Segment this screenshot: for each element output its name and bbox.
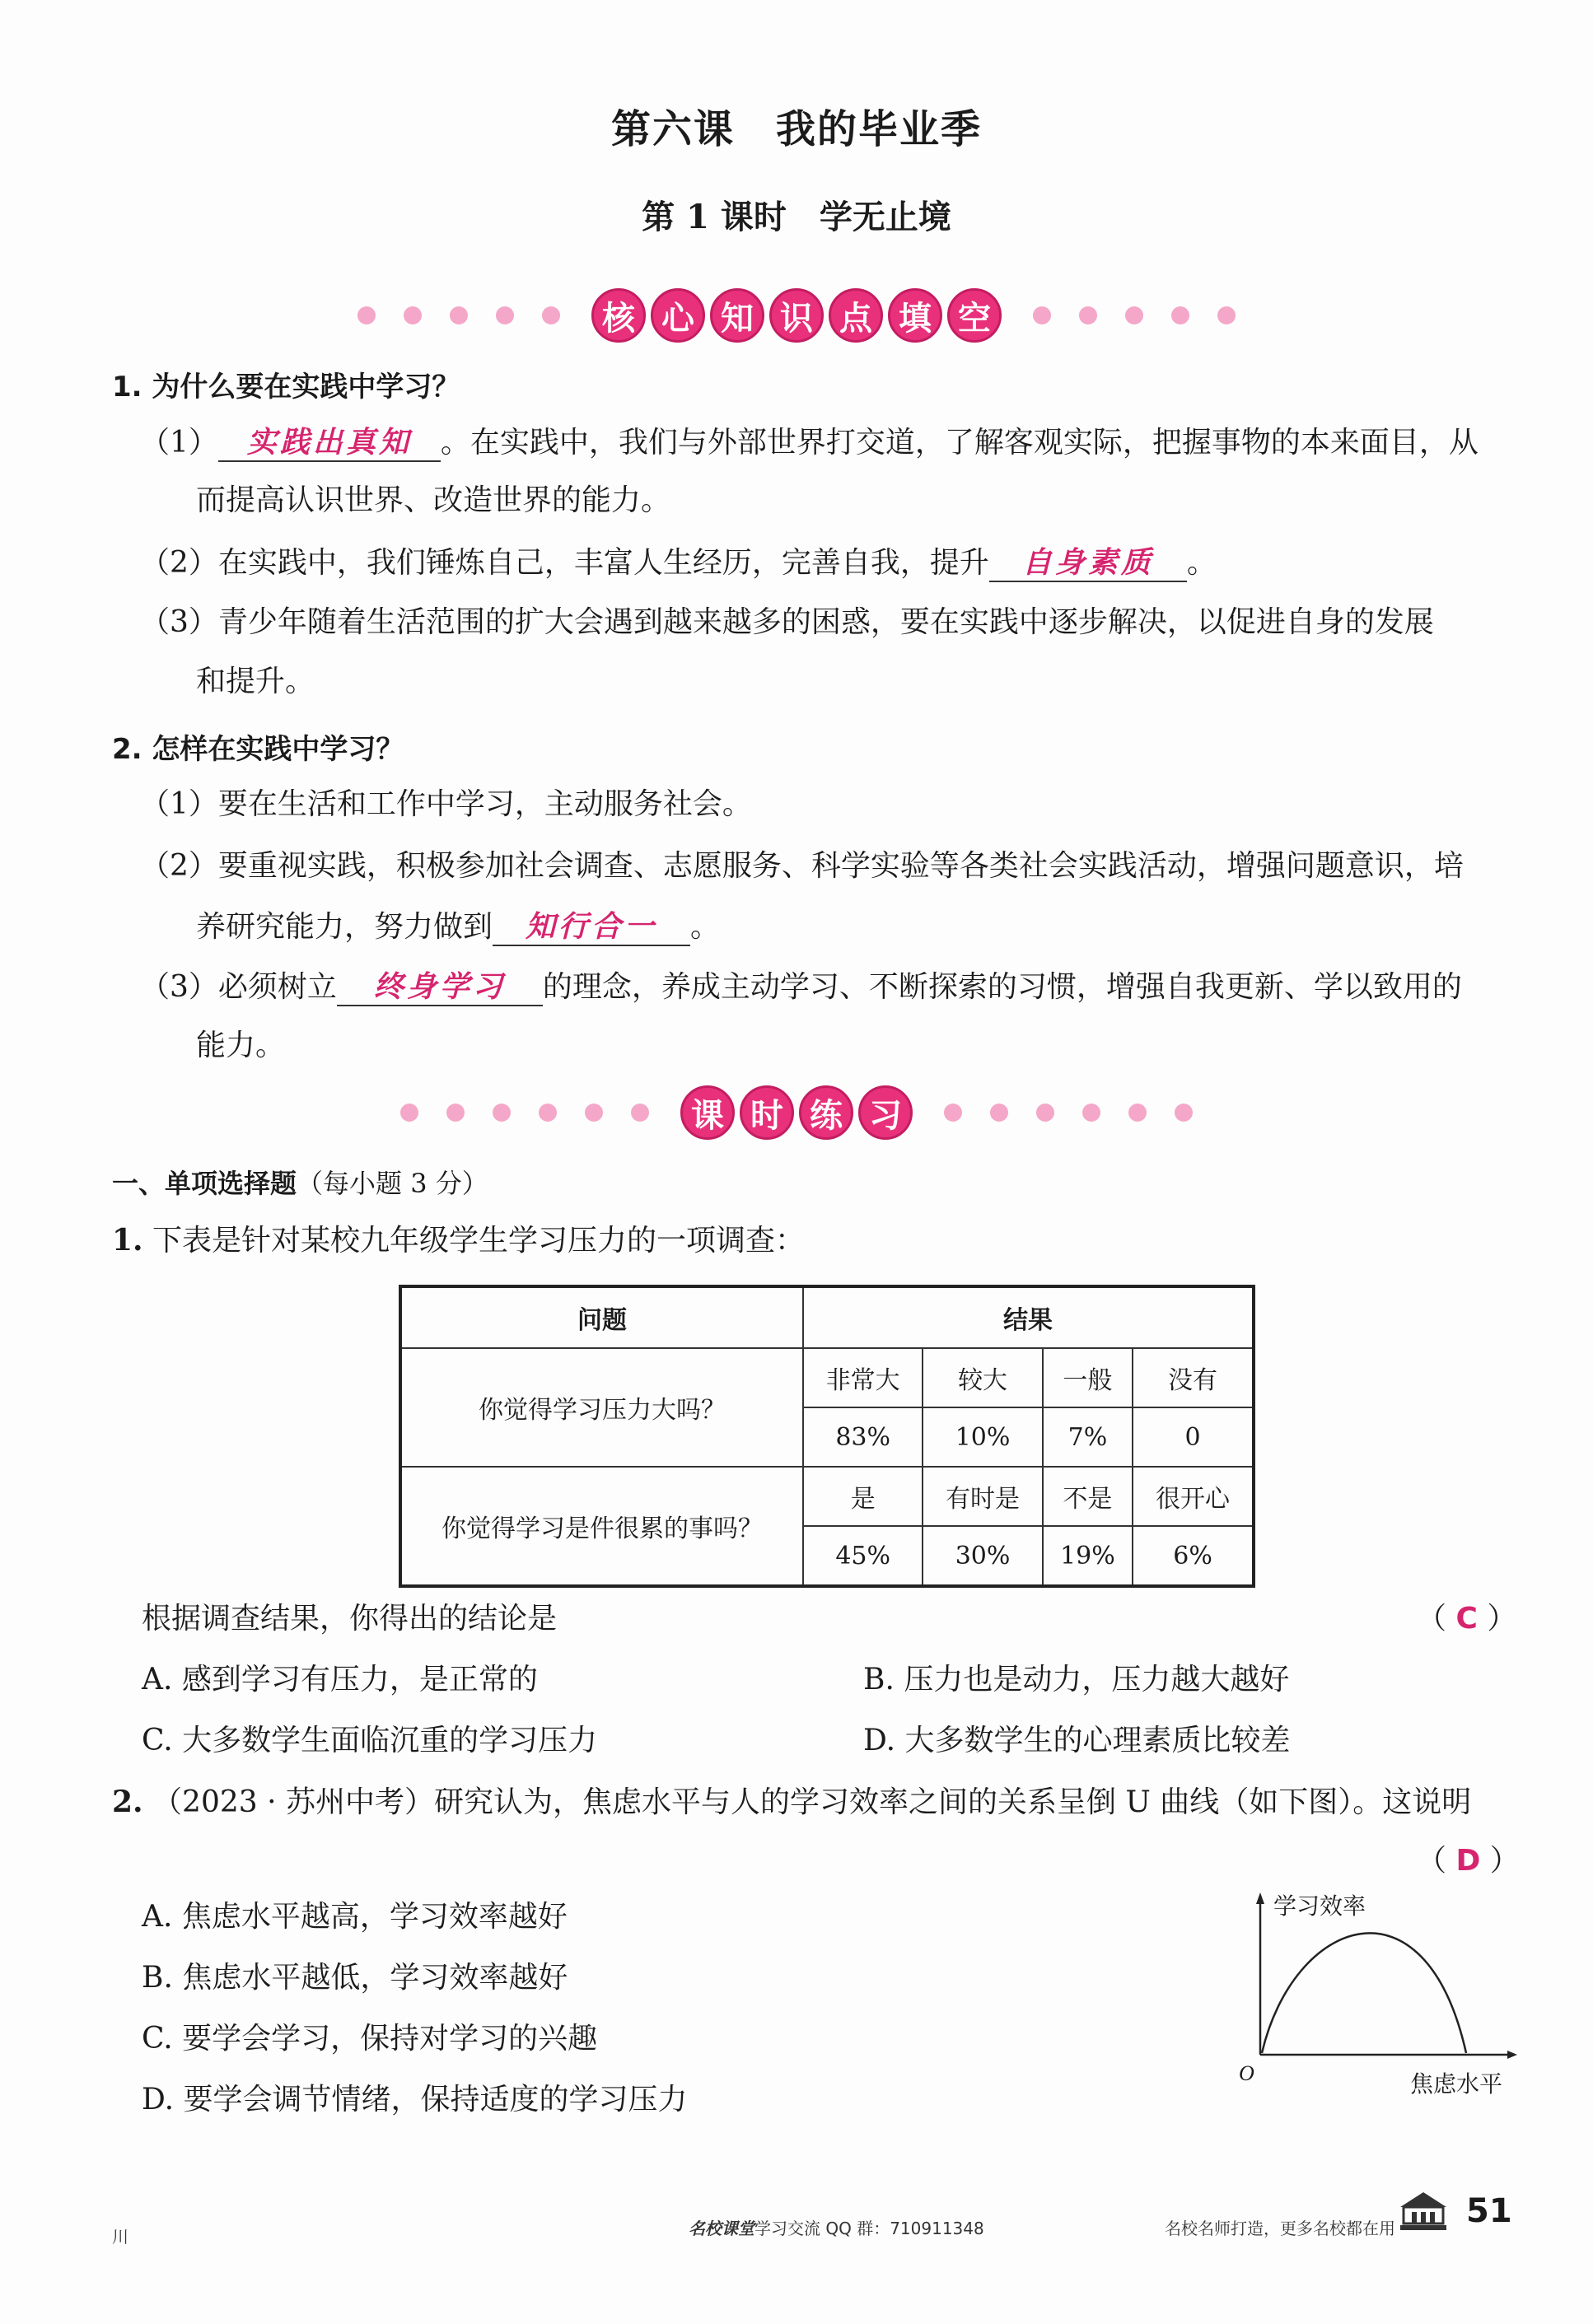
q2-item-3	[140, 968, 1462, 1006]
lesson-subtitle: 第 1 课时 学无止境	[642, 198, 951, 236]
inverted-u-graph	[1227, 1886, 1524, 2108]
option-c: C. 大多数学生面临沉重的学习压力	[142, 1724, 598, 1757]
q2-item2-pre: 养研究能力，努力做到	[196, 910, 493, 944]
section-badge-knowledge	[591, 288, 1002, 343]
option-d: D. 大多数学生的心理素质比较差	[863, 1724, 1291, 1757]
q2-item-2-cont	[196, 908, 720, 946]
badge-char: 练	[799, 1085, 853, 1140]
table-header-question: 问题	[400, 1286, 803, 1348]
badge-char: 心	[651, 288, 705, 343]
mc-q2-number: 2.	[112, 1785, 143, 1819]
part-note: （每小题 3 分）	[297, 1168, 488, 1199]
efficiency-curve	[1262, 1933, 1466, 2053]
q1-item-3: （3）青少年随着生活范围的扩大会遇到越来越多的困惑，要在实践中逐步解决，以促进自身的发展	[140, 605, 1434, 639]
q1-item-1-cont: 而提高认识世界、改造世界的能力。	[196, 483, 671, 517]
survey-table	[399, 1285, 1255, 1588]
table-cell: 没有	[1133, 1348, 1254, 1407]
q1-item2-pre: （2）在实践中，我们锤炼自己，丰富人生经历，完善自我，提升	[140, 546, 989, 580]
answer-blank: 知行合一	[493, 908, 690, 946]
option-a: A. 感到学习有压力，是正常的	[142, 1663, 538, 1696]
q1-item-1	[140, 424, 1479, 462]
footer-region-mark: 川	[112, 2227, 128, 2247]
mc-question-2-stem	[112, 1784, 1471, 1821]
answer-bracket-q1: （ C ）	[1417, 1602, 1517, 1636]
mc-q2-text: （2023 · 苏州中考）研究认为，焦虑水平与人的学习效率之间的关系呈倒 U 曲线（如下图）。这说明	[152, 1785, 1472, 1819]
section-banner-knowledge	[0, 288, 1593, 343]
y-axis-label: 学习效率	[1273, 1894, 1366, 1920]
badge-char: 时	[740, 1085, 794, 1140]
question-2-label: 2. 怎样在实践中学习？	[112, 733, 404, 766]
table-question-cell: 你觉得学习压力大吗？	[400, 1348, 803, 1467]
option-b: B. 压力也是动力，压力越大越好	[863, 1663, 1290, 1696]
section-banner-practice	[0, 1085, 1593, 1140]
table-row	[400, 1348, 1254, 1407]
badge-char: 识	[769, 288, 824, 343]
footer-slogan: 名校名师打造，更多名校都在用	[1165, 2219, 1395, 2238]
table-cell: 30%	[923, 1526, 1042, 1586]
answer-q1: C	[1455, 1602, 1478, 1636]
badge-char: 课	[680, 1085, 735, 1140]
q2-item-3-cont: 能力。	[196, 1029, 286, 1062]
x-axis-label: 焦虑水平	[1410, 2072, 1503, 2098]
table-cell: 19%	[1043, 1526, 1133, 1586]
option-c: C. 要学会学习，保持对学习的兴趣	[142, 2022, 598, 2056]
table-cell: 较大	[923, 1348, 1042, 1407]
table-cell: 0	[1133, 1407, 1254, 1467]
decor-dots-right	[944, 1104, 1193, 1122]
table-cell: 一般	[1043, 1348, 1133, 1407]
mc-q1-text: 下表是针对某校九年级学生学习压力的一项调查：	[152, 1224, 806, 1258]
badge-char: 核	[591, 288, 646, 343]
decor-dots-left	[357, 306, 560, 324]
badge-char: 填	[888, 288, 942, 343]
table-header-result: 结果	[803, 1286, 1254, 1348]
table-cell: 6%	[1133, 1526, 1254, 1586]
q1-item1-pre: （1）	[140, 426, 218, 460]
q2-item-2: （2）要重视实践，积极参加社会调查、志愿服务、科学实验等各类社会实践活动，增强问题意识，培	[140, 849, 1464, 883]
table-cell: 45%	[803, 1526, 923, 1586]
part-heading	[112, 1163, 488, 1201]
table-cell: 10%	[923, 1407, 1042, 1467]
footer-brand: 名校课堂	[689, 2219, 754, 2238]
table-cell: 是	[803, 1467, 923, 1526]
answer-blank: 自身素质	[989, 544, 1187, 582]
answer-bracket-q2: （ D ）	[1417, 1844, 1520, 1878]
option-d: D. 要学会调节情绪，保持适度的学习压力	[142, 2083, 688, 2116]
part-label: 一、单项选择题	[112, 1168, 297, 1199]
table-cell: 很开心	[1133, 1467, 1254, 1526]
y-axis-arrow	[1256, 1892, 1264, 1904]
q2-item2-post: 。	[690, 910, 721, 944]
decor-dots-right	[1033, 306, 1236, 324]
q1-item-3-cont: 和提升。	[196, 665, 315, 698]
badge-char: 空	[947, 288, 1002, 343]
answer-blank: 实践出真知	[218, 424, 441, 462]
answer-blank: 终身学习	[337, 968, 543, 1006]
table-cell: 非常大	[803, 1348, 923, 1407]
answer-q2: D	[1455, 1844, 1481, 1878]
q1-item1-post: 。在实践中，我们与外部世界打交道，了解客观实际，把握事物的本来面目，从	[440, 426, 1479, 460]
decor-dots-left	[400, 1104, 649, 1122]
footer-qq-text: 学习交流 QQ 群：710911348	[754, 2219, 984, 2238]
q2-item3-pre: （3）必须树立	[140, 970, 337, 1004]
page-number: 51	[1466, 2192, 1512, 2230]
option-b: B. 焦虑水平越低，学习效率越好	[142, 1961, 568, 1995]
table-row	[400, 1467, 1254, 1526]
table-cell: 83%	[803, 1407, 923, 1467]
x-axis-arrow	[1507, 2051, 1517, 2059]
badge-char: 习	[858, 1085, 913, 1140]
origin-label: O	[1239, 2061, 1254, 2085]
q1-item-2	[140, 544, 1217, 582]
option-a: A. 焦虑水平越高，学习效率越好	[142, 1900, 568, 1934]
question-1-label: 1. 为什么要在实践中学习？	[112, 371, 460, 404]
lesson-title: 第六课 我的毕业季	[610, 106, 982, 152]
table-cell: 不是	[1043, 1467, 1133, 1526]
table-cell: 7%	[1043, 1407, 1133, 1467]
section-badge-practice	[680, 1085, 913, 1140]
table-cell: 有时是	[923, 1467, 1042, 1526]
table-question-cell: 你觉得学习是件很累的事吗？	[400, 1467, 803, 1586]
badge-char: 点	[829, 288, 883, 343]
school-logo-icon	[1397, 2187, 1450, 2233]
mc-q1-number: 1.	[112, 1223, 143, 1258]
q1-item2-post: 。	[1186, 546, 1217, 580]
mc-q1-prompt: 根据调查结果，你得出的结论是	[142, 1602, 558, 1636]
q2-item-1: （1）要在生活和工作中学习，主动服务社会。	[140, 787, 752, 821]
q2-item3-post: 的理念，养成主动学习、不断探索的习惯，增强自我更新、学以致用的	[542, 970, 1462, 1004]
footer-qq-group	[689, 2215, 984, 2239]
mc-question-1-stem	[112, 1222, 805, 1259]
badge-char: 知	[710, 288, 764, 343]
